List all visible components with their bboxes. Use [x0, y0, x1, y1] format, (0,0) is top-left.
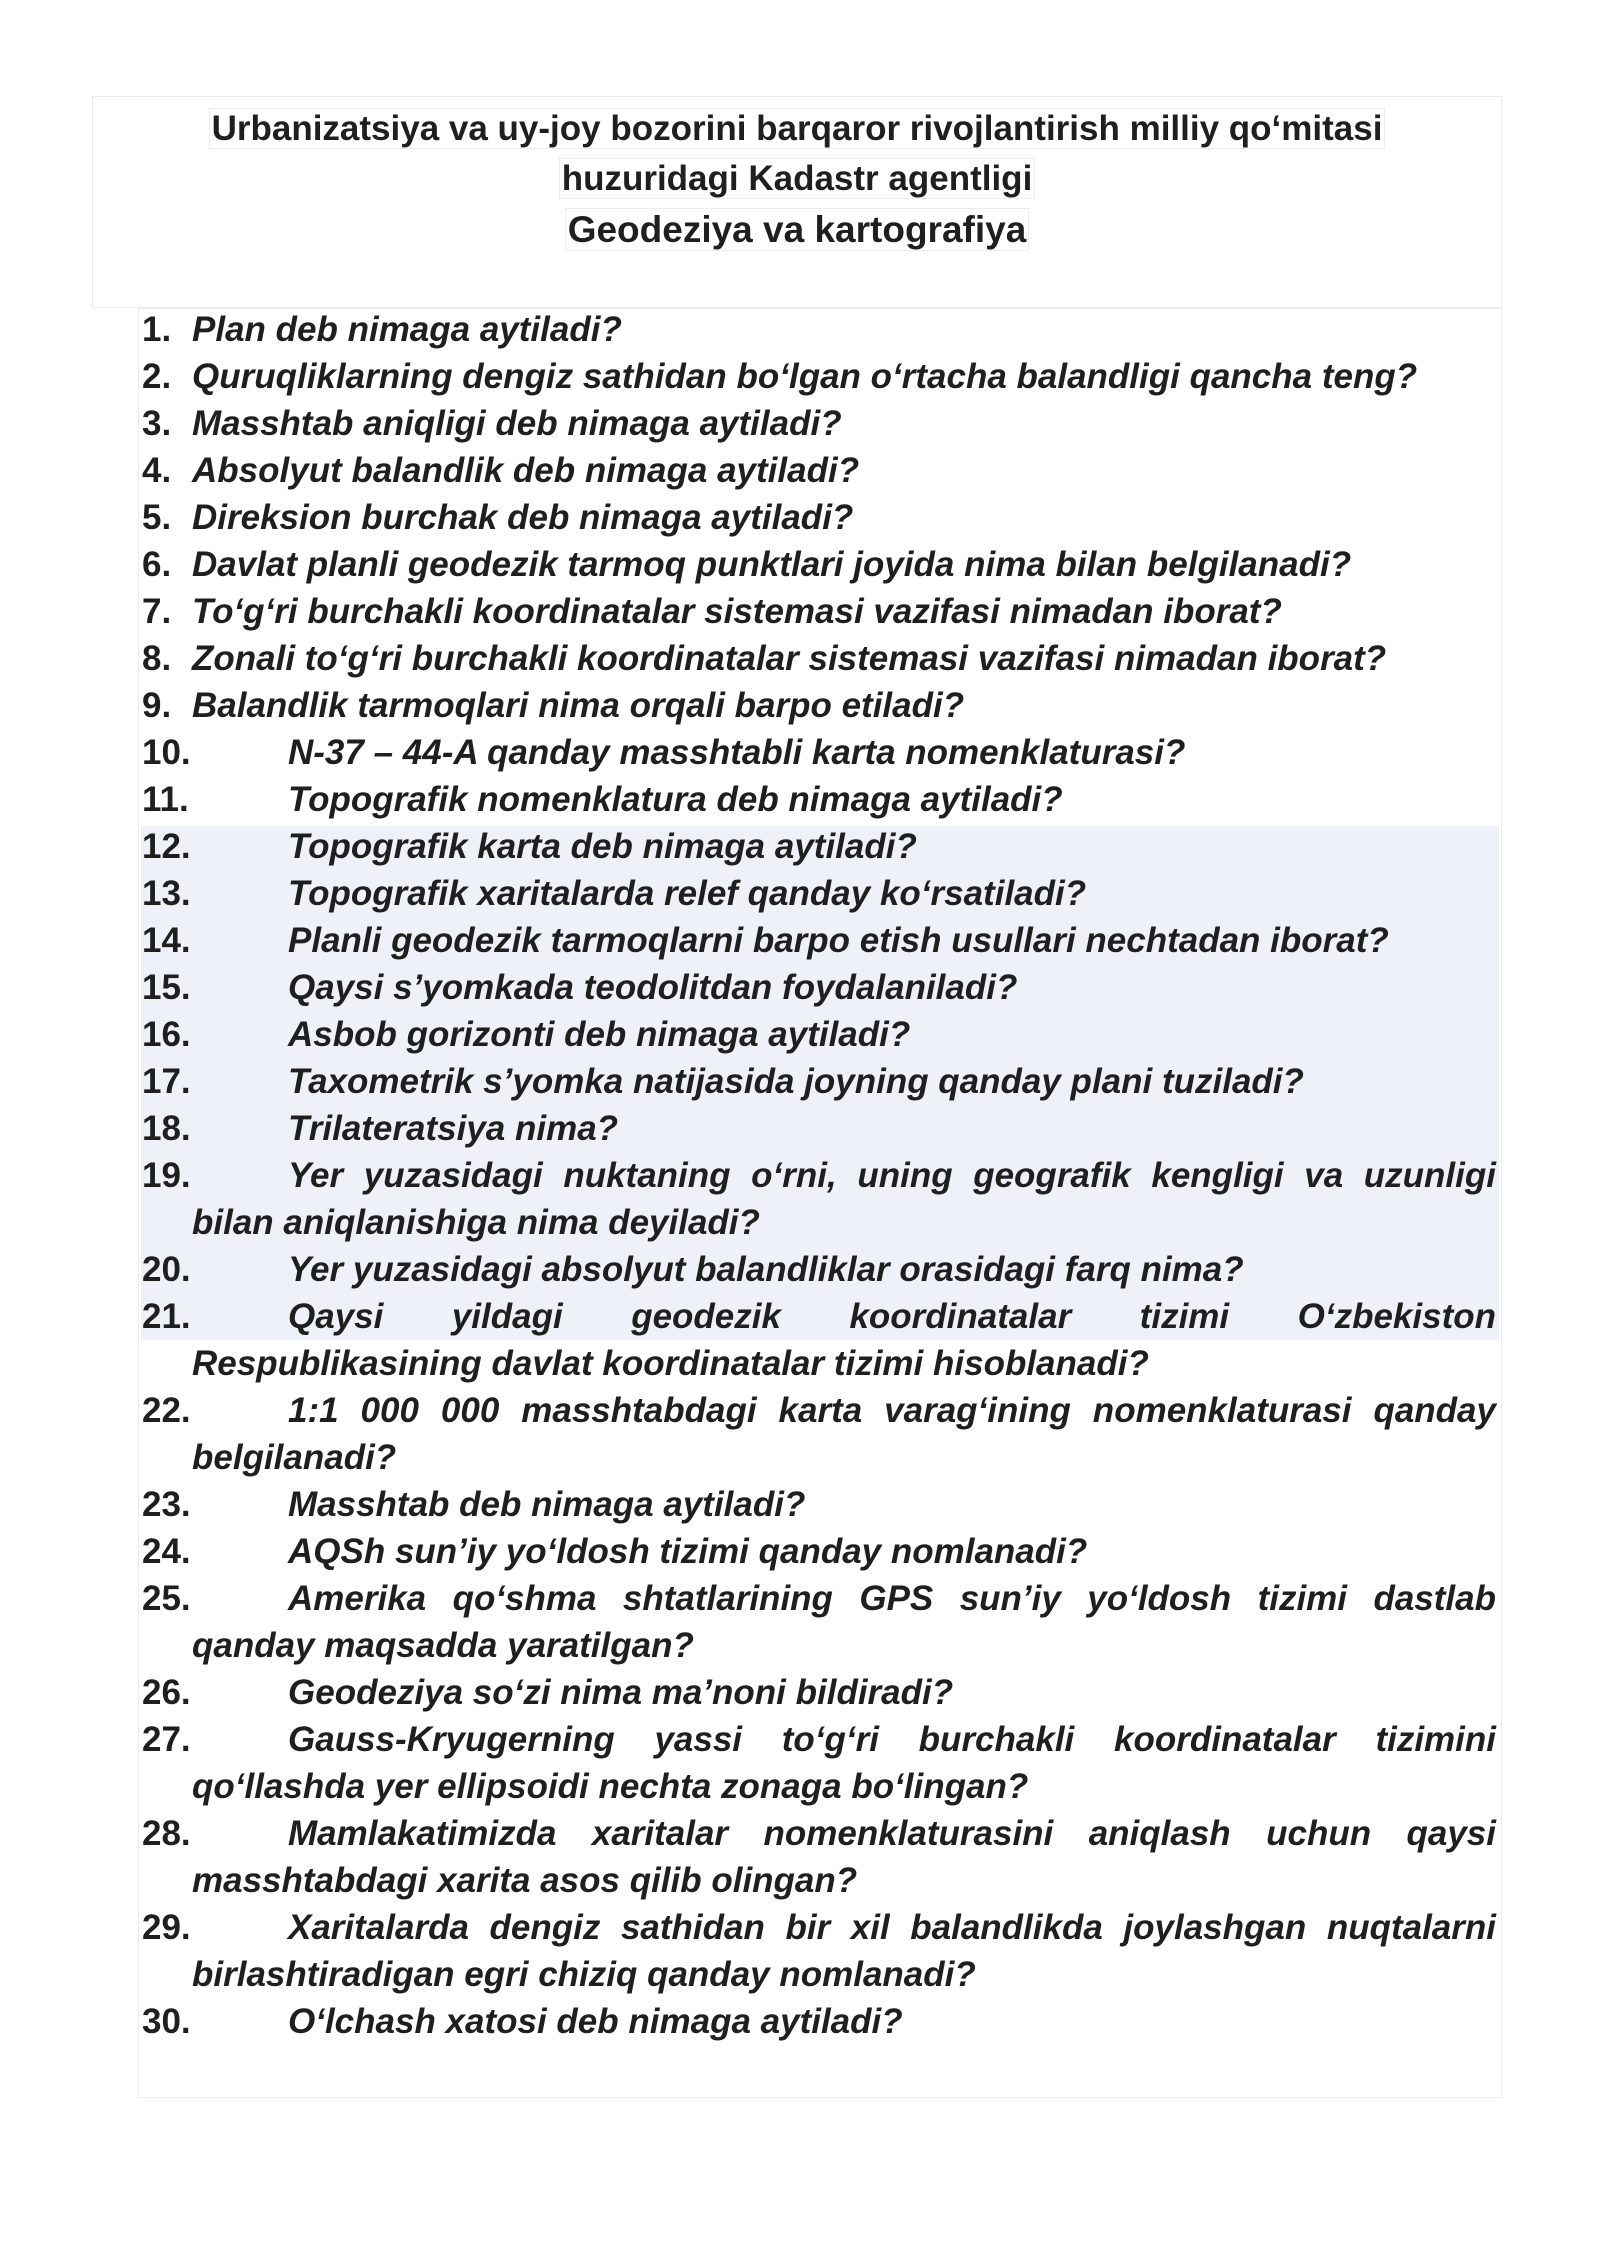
question-number: 22.: [142, 1391, 191, 1430]
question-text: Yer yuzasidagi absolyut balandliklar orasidagi farq nima?: [288, 1250, 1244, 1289]
question-text: 1:1 000 000 masshtabdagi karta varag‘ining nomenklaturasi qanday belgilanadi?: [192, 1391, 1496, 1477]
question-list: [140, 306, 1496, 2045]
question-number: 27.: [142, 1720, 191, 1759]
question-text: N-37 – 44-A qanday masshtabli karta nomenklaturasi?: [288, 733, 1186, 772]
question-text: Direksion burchak deb nimaga aytiladi?: [192, 498, 854, 537]
question-number: 15.: [142, 968, 191, 1007]
question-item: [140, 1293, 1496, 1387]
question-item: [140, 306, 1496, 353]
question-item: [140, 1387, 1496, 1481]
question-number: 1.: [142, 310, 172, 349]
question-text: Trilateratsiya nima?: [288, 1109, 619, 1148]
question-item: [140, 1810, 1496, 1904]
question-item: [140, 1575, 1496, 1669]
question-text: To‘g‘ri burchakli koordinatalar sistemasi vazifasi nimadan iborat?: [192, 592, 1282, 631]
header-line-2: huzuridagi Kadastr agentligi: [93, 157, 1501, 201]
question-text: Amerika qo‘shma shtatlarining GPS sun’iy yo‘ldosh tizimi dastlab qanday maqsadda yaratilgan?: [192, 1579, 1496, 1665]
question-number: 26.: [142, 1673, 191, 1712]
question-text: Topografik xaritalarda relef qanday ko‘rsatiladi?: [288, 874, 1087, 913]
question-text: Balandlik tarmoqlari nima orqali barpo etiladi?: [192, 686, 965, 725]
question-number: 16.: [142, 1015, 191, 1054]
question-text: Planli geodezik tarmoqlarni barpo etish usullari nechtadan iborat?: [288, 921, 1389, 960]
question-item: [140, 1058, 1496, 1105]
question-item: [140, 1669, 1496, 1716]
question-text: Plan deb nimaga aytiladi?: [192, 310, 622, 349]
question-text: Qaysi yildagi geodezik koordinatalar tizimi O‘zbekiston Respublikasining davlat koordinatalar tizimi hisoblanadi?: [192, 1297, 1496, 1383]
question-number: 5.: [142, 498, 172, 537]
question-number: 25.: [142, 1579, 191, 1618]
question-item: [140, 1998, 1496, 2045]
question-number: 18.: [142, 1109, 191, 1148]
question-number: 7.: [142, 592, 172, 631]
question-number: 3.: [142, 404, 172, 443]
question-number: 29.: [142, 1908, 191, 1947]
question-number: 8.: [142, 639, 172, 678]
question-item: [140, 494, 1496, 541]
question-item: [140, 1528, 1496, 1575]
question-text: Zonali to‘g‘ri burchakli koordinatalar sistemasi vazifasi nimadan iborat?: [192, 639, 1387, 678]
question-number: 12.: [142, 827, 191, 866]
question-number: 2.: [142, 357, 172, 396]
question-item: [140, 1246, 1496, 1293]
question-item: [140, 917, 1496, 964]
question-number: 11.: [142, 780, 189, 819]
question-text: Topografik karta deb nimaga aytiladi?: [288, 827, 917, 866]
question-number: 6.: [142, 545, 172, 584]
question-item: [140, 776, 1496, 823]
question-text: AQSh sun’iy yo‘ldosh tizimi qanday nomlanadi?: [288, 1532, 1088, 1571]
question-text: Gauss-Kryugerning yassi to‘g‘ri burchakli koordinatalar tizimini qo‘llashda yer ellipsoidi nechta zonaga bo‘lingan?: [192, 1720, 1496, 1806]
document-header: [92, 96, 1502, 308]
question-number: 13.: [142, 874, 191, 913]
question-text: Masshtab deb nimaga aytiladi?: [288, 1485, 806, 1524]
question-text: Quruqliklarning dengiz sathidan bo‘lgan o‘rtacha balandligi qancha teng?: [192, 357, 1418, 396]
question-text: Yer yuzasidagi nuktaning o‘rni, uning geografik kengligi va uzunligi bilan aniqlanishiga nima deyiladi?: [192, 1156, 1496, 1242]
question-item: [140, 400, 1496, 447]
header-line-1: Urbanizatsiya va uy-joy bozorini barqaror rivojlantirish milliy qo‘mitasi: [93, 107, 1501, 151]
question-number: 21.: [142, 1297, 191, 1336]
question-text: O‘lchash xatosi deb nimaga aytiladi?: [288, 2002, 903, 2041]
question-item: [140, 447, 1496, 494]
question-text: Qaysi s’yomkada teodolitdan foydalaniladi?: [288, 968, 1018, 1007]
question-number: 17.: [142, 1062, 191, 1101]
question-item: [140, 729, 1496, 776]
question-number: 23.: [142, 1485, 191, 1524]
question-text: Xaritalarda dengiz sathidan bir xil balandlikda joylashgan nuqtalarni birlashtiradigan egri chiziq qanday nomlanadi?: [192, 1908, 1496, 1994]
question-text: Taxometrik s’yomka natijasida joyning qanday plani tuziladi?: [288, 1062, 1304, 1101]
question-item: [140, 870, 1496, 917]
question-text: Asbob gorizonti deb nimaga aytiladi?: [288, 1015, 911, 1054]
question-item: [140, 964, 1496, 1011]
question-number: 10.: [142, 733, 191, 772]
question-item: [140, 635, 1496, 682]
question-item: [140, 1481, 1496, 1528]
question-text: Absolyut balandlik deb nimaga aytiladi?: [192, 451, 860, 490]
question-item: [140, 588, 1496, 635]
question-text: Masshtab aniqligi deb nimaga aytiladi?: [192, 404, 842, 443]
question-item: [140, 1716, 1496, 1810]
question-item: [140, 1105, 1496, 1152]
question-text: Geodeziya so‘zi nima ma’noni bildiradi?: [288, 1673, 954, 1712]
question-text: Topografik nomenklatura deb nimaga aytiladi?: [288, 780, 1063, 819]
question-number: 9.: [142, 686, 172, 725]
question-number: 14.: [142, 921, 191, 960]
question-item: [140, 1152, 1496, 1246]
question-item: [140, 353, 1496, 400]
question-item: [140, 541, 1496, 588]
question-number: 20.: [142, 1250, 191, 1289]
question-number: 24.: [142, 1532, 191, 1571]
question-number: 28.: [142, 1814, 191, 1853]
question-number: 4.: [142, 451, 172, 490]
question-number: 19.: [142, 1156, 191, 1195]
question-text: Mamlakatimizda xaritalar nomenklaturasini aniqlash uchun qaysi masshtabdagi xarita asos qilib olingan?: [192, 1814, 1496, 1900]
question-item: [140, 682, 1496, 729]
question-number: 30.: [142, 2002, 191, 2041]
question-text: Davlat planli geodezik tarmoq punktlari joyida nima bilan belgilanadi?: [192, 545, 1352, 584]
question-item: [140, 1904, 1496, 1998]
document-title: Geodeziya va kartografiya: [93, 207, 1501, 253]
question-item: [140, 823, 1496, 870]
question-item: [140, 1011, 1496, 1058]
